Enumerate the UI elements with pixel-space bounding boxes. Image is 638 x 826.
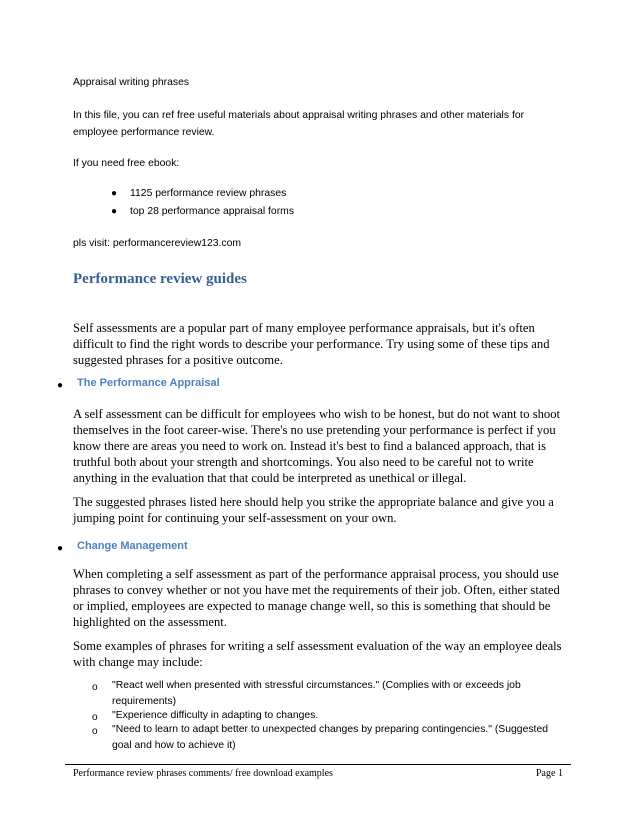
footer-text: Performance review phrases comments/ free download examples bbox=[73, 768, 333, 779]
paragraph-line: truthful both about your strength and shortcomings. You also need to be careful not to write bbox=[73, 455, 534, 469]
subsection-title-performance-appraisal: The Performance Appraisal bbox=[77, 377, 220, 389]
example-line: "React well when presented with stressful circumstances." (Complies with or exceeds job bbox=[112, 680, 521, 691]
subsection-title-change-management: Change Management bbox=[77, 540, 188, 552]
paragraph-line: When completing a self assessment as part of the performance appraisal process, you should use bbox=[73, 567, 559, 581]
paragraph-line: A self assessment can be difficult for employees who wish to be honest, but do not want to shoot bbox=[73, 407, 560, 421]
document-title: Appraisal writing phrases bbox=[73, 77, 190, 88]
guides-intro-line-3: suggested phrases for a positive outcome. bbox=[73, 353, 283, 367]
guides-intro-line-1: Self assessments are a popular part of many employee performance appraisals, but it's often bbox=[73, 321, 535, 335]
bullet-dot-icon: ● bbox=[111, 188, 118, 199]
paragraph-line: know there are areas you need to work on. Instead it's best to find a balanced approach, that is bbox=[73, 439, 546, 453]
page-number: Page 1 bbox=[536, 768, 563, 779]
example-line: "Need to learn to adapt better to unexpected changes by preparing contingencies." (Suggested bbox=[112, 724, 548, 735]
intro-description-line-1: In this file, you can ref free useful materials about appraisal writing phrases and other materials for bbox=[73, 110, 525, 121]
ebook-prompt: If you need free ebook: bbox=[73, 158, 180, 169]
example-line: goal and how to achieve it) bbox=[112, 740, 236, 751]
example-line: "Experience difficulty in adapting to changes. bbox=[112, 710, 319, 721]
paragraph-line: with change may include: bbox=[73, 655, 203, 669]
example-line: requirements) bbox=[112, 696, 177, 707]
bullet-dot-icon: ● bbox=[111, 206, 118, 217]
guides-intro-line-2: difficult to find the right words to describe your performance. Try using some of these tips and bbox=[73, 337, 550, 351]
ebook-item-2: top 28 performance appraisal forms bbox=[130, 206, 295, 217]
paragraph-line: jumping point for continuing your self-assessment on your own. bbox=[73, 511, 397, 525]
bullet-dot-icon: ● bbox=[57, 543, 64, 554]
section-heading: Performance review guides bbox=[73, 271, 247, 287]
footer-divider bbox=[65, 764, 571, 765]
paragraph-line: highlighted on the assessment. bbox=[73, 615, 227, 629]
paragraph-line: Some examples of phrases for writing a self assessment evaluation of the way an employee deals bbox=[73, 639, 562, 653]
circle-bullet-icon: o bbox=[92, 712, 98, 723]
visit-link-text: pls visit: performancereview123.com bbox=[73, 238, 242, 249]
paragraph-line: The suggested phrases listed here should help you strike the appropriate balance and give you a bbox=[73, 495, 554, 509]
ebook-item-1: 1125 performance review phrases bbox=[130, 188, 287, 199]
paragraph-line: phrases to convey whether or not you have met the requirements of their job. Often, either stated bbox=[73, 583, 560, 597]
circle-bullet-icon: o bbox=[92, 682, 98, 693]
paragraph-line: anything in the evaluation that that could be interpreted as unethical or illegal. bbox=[73, 471, 467, 485]
paragraph-line: themselves in the foot career-wise. There's no use pretending your performance is perfect if you bbox=[73, 423, 556, 437]
paragraph-line: or implied, employees are expected to manage change well, so this is something that should be bbox=[73, 599, 551, 613]
bullet-dot-icon: ● bbox=[57, 380, 64, 391]
circle-bullet-icon: o bbox=[92, 726, 98, 737]
intro-description-line-2: employee performance review. bbox=[73, 127, 215, 138]
